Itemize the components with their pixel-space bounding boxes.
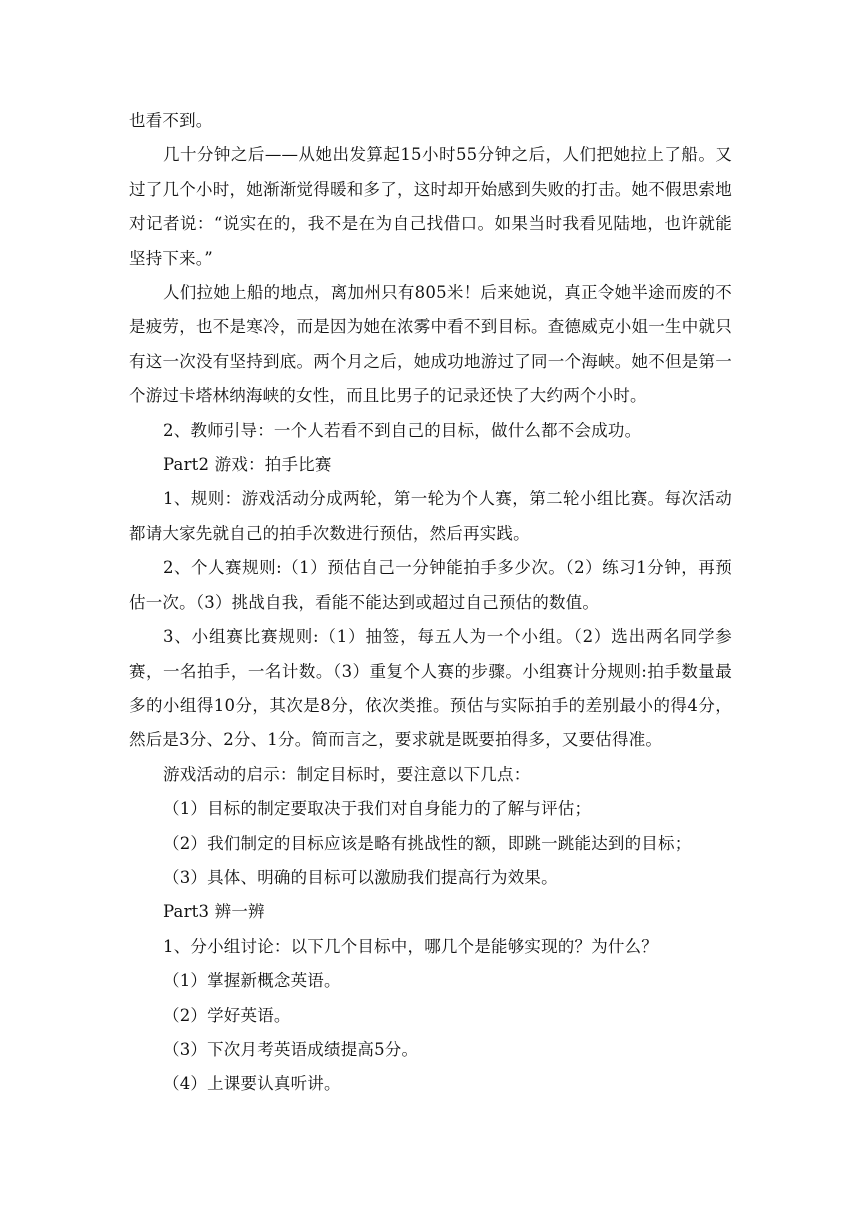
- paragraph: 几十分钟之后——从她出发算起15小时55分钟之后，人们把她拉上了船。又过了几个小时，她渐渐觉得暖和多了，这时却开始感到失败的打击。她不假思索地对记者说：“说实在的，我不是在为自己找借口。如果当时我看见陆地，也许就能坚持下来。”: [129, 145, 732, 268]
- paragraph: 游戏活动的启示：制定目标时，要注意以下几点：: [163, 764, 531, 784]
- paragraph: 也看不到。: [129, 111, 213, 130]
- section-heading: Part3 辨一辨: [163, 902, 265, 922]
- list-item: （3）具体、明确的目标可以激励我们提高行为效果。: [163, 867, 558, 887]
- paragraph: 3、小组赛比赛规则:（1）抽签，每五人为一个小组。（2）选出两名同学参赛，一名拍手，一名计数。（3）重复个人赛的步骤。小组赛计分规则:拍手数量最多的小组得10分，其次是8分，依次类推。预估与实际拍手的差别最小的得4分，然后是3分、2分、1分。简而言之，要求就是既要拍得多，又要估得准。: [129, 627, 732, 750]
- list-item: （3）下次月考英语成绩提高5分。: [163, 1039, 419, 1059]
- list-item: （4）上课要认真听讲。: [163, 1074, 341, 1094]
- list-item: （1）掌握新概念英语。: [163, 971, 341, 991]
- section-heading: Part2 游戏：拍手比赛: [163, 455, 332, 475]
- paragraph: 1、分小组讨论：以下几个目标中，哪几个是能够实现的？为什么？: [163, 936, 658, 956]
- paragraph: 2、教师引导：一个人若看不到自己的目标，做什么都不会成功。: [163, 420, 642, 440]
- list-item: （2）学好英语。: [163, 1005, 291, 1025]
- list-item: （1）目标的制定要取决于我们对自身能力的了解与评估；: [163, 799, 592, 819]
- document-body: [129, 104, 732, 1102]
- list-item: （2）我们制定的目标应该是略有挑战性的额，即跳一跳能达到的目标；: [163, 833, 692, 853]
- paragraph: 人们拉她上船的地点，离加州只有805米！后来她说，真正令她半途而废的不是疲劳，也不是寒冷，而是因为她在浓雾中看不到目标。查德威克小姐一生中就只有这一次没有坚持到底。两个月之后，她成功地游过了同一个海峡。她不但是第一个游过卡塔林纳海峡的女性，而且比男子的记录还快了大约两个小时。: [129, 283, 732, 406]
- paragraph: 2、个人赛规则:（1）预估自己一分钟能拍手多少次。（2）练习1分钟，再预估一次。（3）挑战自我，看能不能达到或超过自己预估的数值。: [129, 558, 732, 612]
- paragraph: 1、规则：游戏活动分成两轮，第一轮为个人赛，第二轮小组比赛。每次活动都请大家先就自己的拍手次数进行预估，然后再实践。: [129, 489, 732, 543]
